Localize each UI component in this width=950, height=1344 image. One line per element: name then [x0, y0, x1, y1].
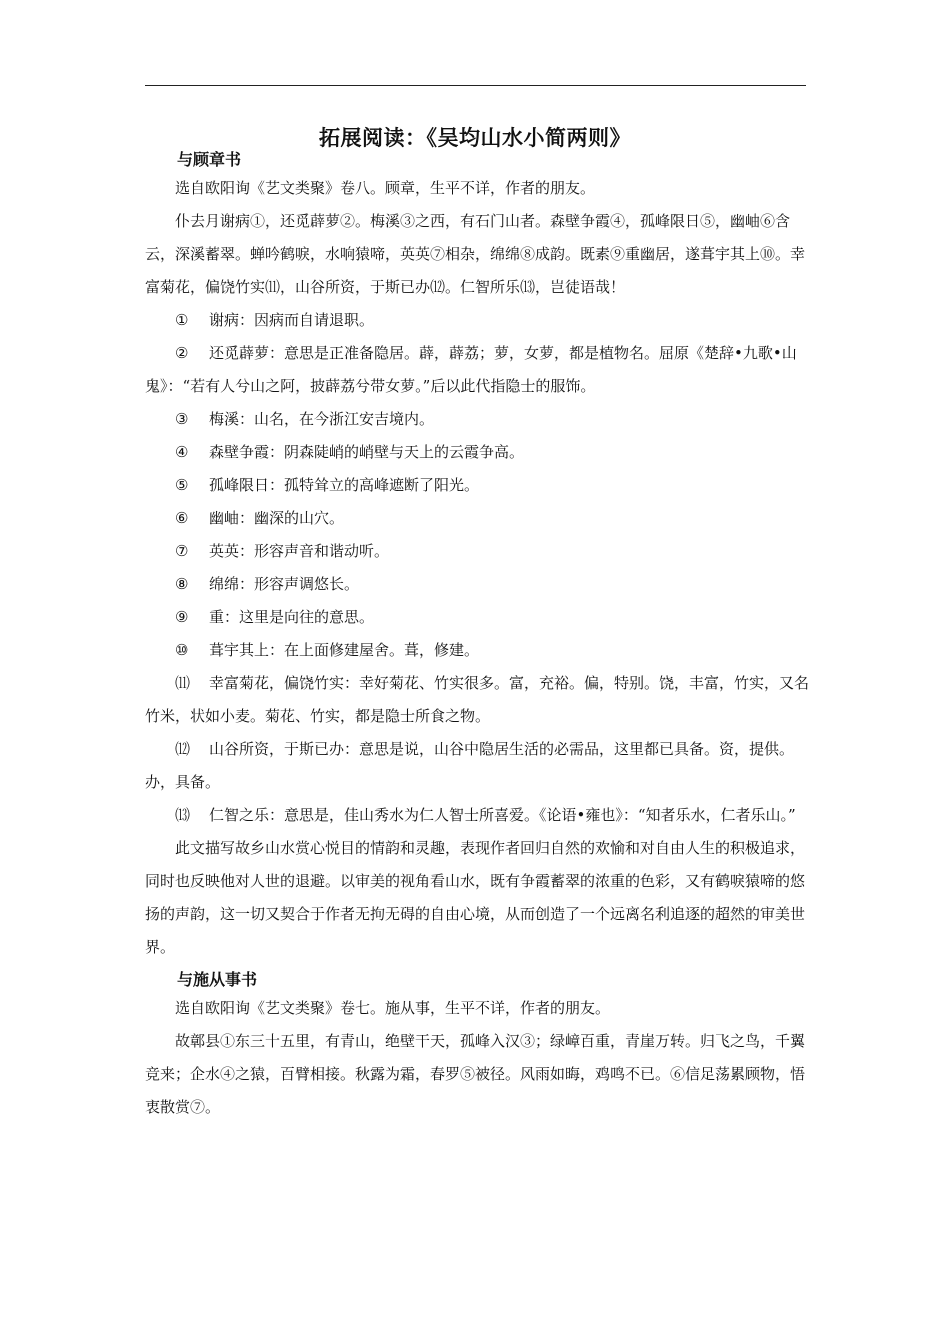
note-number: ⑿ [175, 740, 191, 758]
note-text: 仁智之乐：意思是，佳山秀水为仁人智士所喜爱。《论语•雍也》：“知者乐水，仁者乐山。” [209, 806, 796, 824]
section1-source: 选自欧阳询《艺文类聚》卷八。顾章，生平不详，作者的朋友。 [175, 179, 596, 197]
note-item [145, 733, 813, 799]
note-number: ② [175, 344, 189, 362]
section2-source: 选自欧阳询《艺文类聚》卷七。施从事，生平不详，作者的朋友。 [175, 999, 611, 1017]
note-item [145, 634, 813, 667]
note-text: 森壁争霞：阴森陡峭的峭壁与天上的云霞争高。 [209, 443, 525, 461]
note-number: ⑦ [175, 542, 189, 560]
note-item [145, 469, 813, 502]
note-number: ⑾ [175, 674, 191, 692]
note-text: 梅溪：山名，在今浙江安吉境内。 [209, 410, 435, 428]
note-number: ⒀ [175, 806, 191, 824]
note-item [145, 535, 813, 568]
note-item [145, 403, 813, 436]
note-text: 重：这里是向往的意思。 [209, 608, 375, 626]
note-text: 绵绵：形容声调悠长。 [209, 575, 360, 593]
note-number: ⑧ [175, 575, 189, 593]
note-number: ③ [175, 410, 189, 428]
document-body [145, 148, 813, 1124]
note-number: ① [175, 311, 189, 329]
section1-heading: 与顾章书 [177, 150, 242, 169]
note-text: 英英：形容声音和谐动听。 [209, 542, 390, 560]
note-number: ④ [175, 443, 189, 461]
note-number: ⑩ [175, 641, 189, 659]
note-number: ⑤ [175, 476, 189, 494]
note-item [145, 337, 813, 403]
note-item [145, 799, 813, 832]
section1-notes [145, 304, 813, 832]
note-text: 谢病：因病而自请退职。 [209, 311, 375, 329]
note-item [145, 304, 813, 337]
note-text: 山谷所资，于斯已办：意思是说，山谷中隐居生活的必需品，这里都已具备。资，提供。办，具备。 [145, 740, 795, 791]
note-text: 葺宇其上：在上面修建屋舍。葺，修建。 [209, 641, 480, 659]
note-text: 幽岫：幽深的山穴。 [209, 509, 345, 527]
note-number: ⑨ [175, 608, 189, 626]
note-text: 幸富菊花，偏饶竹实：幸好菊花、竹实很多。富，充裕。偏，特别。饶，丰富，竹实，又名竹米，状如小麦。菊花、竹实，都是隐士所食之物。 [145, 674, 810, 725]
page-title: 拓展阅读：《吴均山水小简两则》 [319, 126, 631, 150]
note-item [145, 667, 813, 733]
note-item [145, 502, 813, 535]
note-item [145, 601, 813, 634]
section2-text: 故鄣县①东三十五里，有青山，绝壁干天，孤峰入汉③；绿嶂百重，青崖万转。归飞之鸟，千翼竞来；企水④之猿，百臂相接。秋露为霜，春罗⑤被径。风雨如晦，鸡鸣不已。⑥信足荡累顾物，悟衷散赏⑦。 [145, 1032, 806, 1116]
section2-heading: 与施从事书 [177, 970, 258, 989]
note-item [145, 568, 813, 601]
note-text: 还觅薜萝：意思是正准备隐居。薜，薜荔；萝，女萝，都是植物名。屈原《楚辞•九歌•山鬼》：“若有人兮山之阿，披薜荔兮带女萝。”后以此代指隐士的服饰。 [145, 344, 797, 395]
note-item [145, 436, 813, 469]
note-text: 孤峰限日：孤特耸立的高峰遮断了阳光。 [209, 476, 480, 494]
note-number: ⑥ [175, 509, 189, 527]
section1-text: 仆去月谢病①，还觅薜萝②。梅溪③之西，有石门山者。森壁争霞④，孤峰限日⑤，幽岫⑥含云，深溪蓄翠。蝉吟鹤唳，水响猿啼，英英⑦相杂，绵绵⑧成韵。既素⑨重幽居，遂葺宇其上⑩。幸富菊花，偏饶竹实⑾，山谷所资，于斯已办⑿。仁智所乐⒀，岂徒语哉！ [145, 212, 806, 296]
header-rule [145, 85, 806, 86]
section1-commentary: 此文描写故乡山水赏心悦目的情韵和灵趣，表现作者回归自然的欢愉和对自由人生的积极追求，同时也反映他对人世的退避。以审美的视角看山水，既有争霞蓄翠的浓重的色彩，又有鹤唳猿啼的悠扬的声韵，这一切又契合于作者无拘无碍的自由心境，从而创造了一个远离名利追逐的超然的审美世界。 [145, 839, 806, 956]
